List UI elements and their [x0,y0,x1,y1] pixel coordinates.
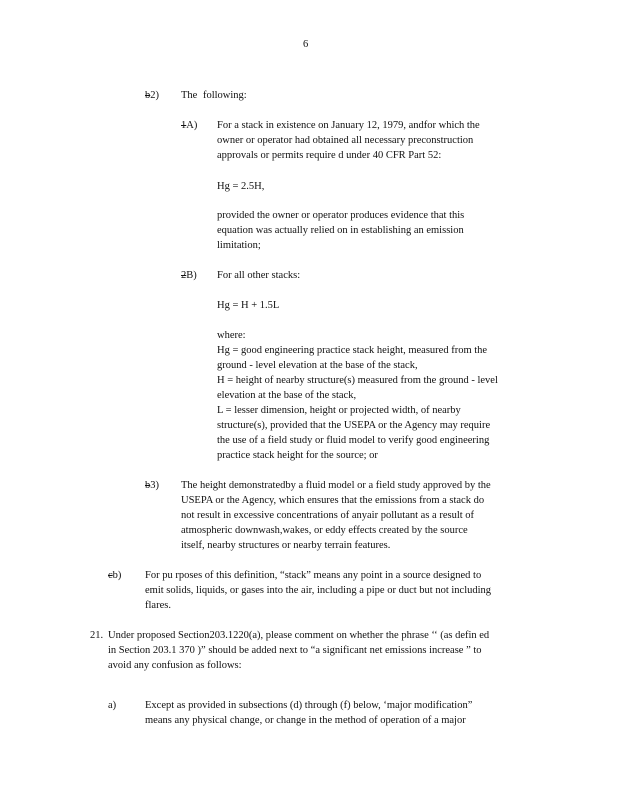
definition-line-5: L = lesser dimension, height or projected width, of nearby [217,405,461,416]
item-21-line-3: avoid any confusion as follows: [108,660,242,671]
proviso-line-1: provided the owner or operator produces evidence that this [217,210,465,221]
item-21-line-1: Under proposed Section203.1220(a), please comment on whether the phrase ‘‘ (as defin ed [108,630,490,641]
subsection-cb-line-3: flares. [145,600,171,611]
marker-text: 3) [150,480,159,491]
page-number: 6 [303,39,309,50]
item-a-line-1: Except as provided in subsections (d) through (f) below, ‘major modification” [145,700,473,711]
struck-letter: b [145,90,151,101]
subsection-cb-line-1: For pu rposes of this definition, “stack” means any point in a source designed to [145,570,482,581]
struck-number: 1 [181,120,187,131]
where-label: where: [217,330,246,341]
subsection-b3-line-5: itself, nearby structures or nearby terrain features. [181,540,391,551]
subsection-b3-line-2: USEPA or the Agency, which ensures that the emissions from a stack do [181,495,485,506]
definition-line-4: elevation at the base of the stack, [217,390,357,401]
clause-a-text-line-3: approvals or permits require d under 40 CFR Part 52: [217,150,442,161]
definition-line-7: the use of a field study or fluid model to verify good engineering [217,435,490,446]
definition-line-8: practice stack height for the source; or [217,450,378,461]
formula-a: Hg = 2.5H, [217,181,265,192]
proviso-line-3: limitation; [217,240,261,251]
definition-line-6: structure(s), provided that the USEPA or the Agency may require [217,420,491,431]
clause-marker-b [181,268,197,283]
struck-letter: b [145,480,151,491]
subsection-cb-line-2: emit solids, liquids, or gases into the air, including a pipe or duct but not including [145,585,492,596]
definition-line-1: Hg = good engineering practice stack height, measured from the [217,345,488,356]
clause-a-text-line-2: owner or operator had obtained all necessary preconstruction [217,135,474,146]
definition-line-2: ground - level elevation at the base of the stack, [217,360,418,371]
item-21-line-2: in Section 203.1 370 )” should be added next to “a significant net emissions increase ” to [108,645,482,656]
subsection-b3-line-3: not result in excessive concentrations of anyair pollutant as a result of [181,510,475,521]
definition-line-3: H = height of nearby structure(s) measured from the ground - level [217,375,498,386]
subsection-b2-intro: The following: [181,90,247,101]
marker-text: 2) [150,90,159,101]
item-a-marker: a) [108,700,117,711]
subsection-marker-b2 [145,88,159,103]
clause-marker-a [181,118,197,133]
subsection-marker-b3 [145,478,159,493]
marker-text: b) [112,570,122,581]
struck-letter: c [108,570,113,581]
proviso-line-2: equation was actually relied on in establishing an emission [217,225,464,236]
struck-number: 2 [181,270,187,281]
subsection-b3-line-4: atmospheric downwash,wakes, or eddy effects created by the source [181,525,468,536]
formula-b: Hg = H + 1.5L [217,300,280,311]
subsection-marker-cb [108,568,121,583]
marker-text: B) [186,270,197,281]
clause-a-text-line-1: For a stack in existence on January 12, 1979, andfor which the [217,120,480,131]
clause-b-intro: For all other stacks: [217,270,301,281]
item-21-number: 21. [90,630,104,641]
subsection-b3-line-1: The height demonstratedby a fluid model or a field study approved by the [181,480,491,491]
item-a-line-2: means any physical change, or change in the method of operation of a major [145,715,466,726]
marker-text: A) [186,120,198,131]
